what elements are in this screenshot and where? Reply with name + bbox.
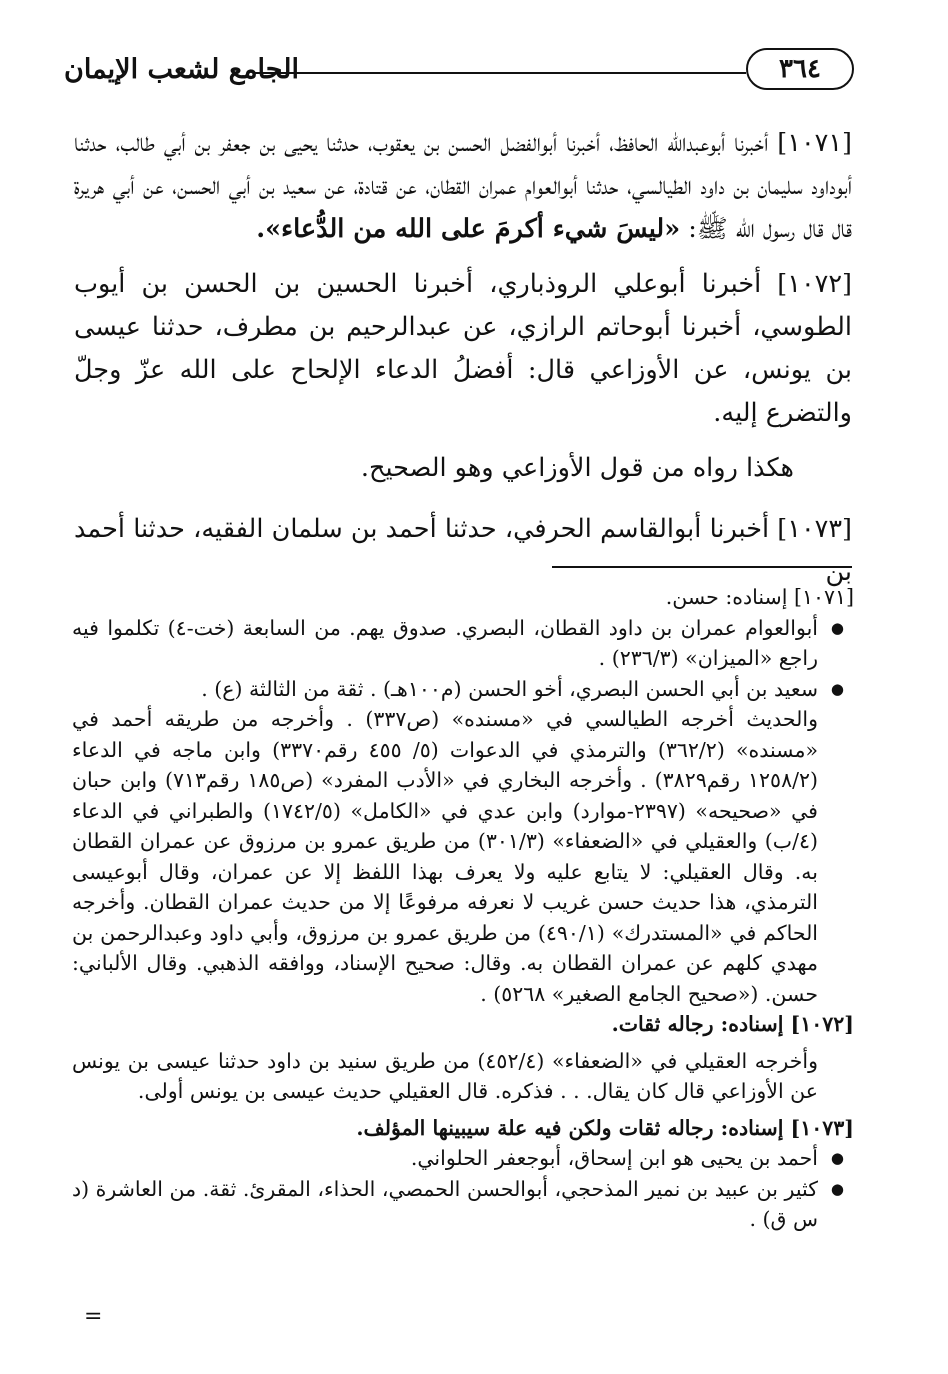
- footnote-bullet: [72, 1143, 854, 1174]
- bullet-icon: ●: [830, 679, 844, 698]
- bullet-icon: ●: [830, 618, 844, 637]
- footnote-bullet-text: أبوالعوام عمران بن داود القطان، البصري. صدوق يهم. من السابعة (خت-٤) تكلموا فيه راجع «الميزان» (٢٣٦/٣) .: [72, 615, 818, 670]
- footnote-1072-head: [١٠٧٢] إسناده: رجاله ثقات.: [611, 1012, 854, 1036]
- commentary-line: هكذا رواه من قول الأوزاعي وهو الصحيح.: [360, 453, 794, 483]
- hadith-1071-text: [١٠٧١] أخبرنا أبوعبدالله الحافظ، أخبرنا أبوالفضل الحسن بن يعقوب، حدثنا يحيى بن جعفر بن أبي طالب، حدثنا أبوداود سليمان بن داود الطيالسي، حدثنا أبوالعوام عمران القطان، عن قتادة، عن سعيد بن أبي الحسن، عن أبي هريرة قال قال رسول الله ﷺ:: [74, 128, 852, 244]
- bullet-icon: ●: [830, 1149, 844, 1167]
- hadith-1071: [74, 122, 852, 251]
- hadith-1073: [١٠٧٣] أخبرنا أبوالقاسم الحرفي، حدثنا أحمد بن سلمان الفقيه، حدثنا أحمد بن: [74, 514, 852, 587]
- footnote-bullet-text: كثير بن عبيد بن نمير المذحجي، أبوالحسن الحمصي، الحذاء، المقرئ. ثقة. من العاشرة (د س ق) .: [72, 1176, 818, 1231]
- footnote-separator: [552, 566, 852, 568]
- footnotes: [72, 582, 854, 1235]
- footnote-bullet-text: سعيد بن أبي الحسن البصري، أخو الحسن (م١٠٠هـ) . ثقة من الثالثة (ع) .: [201, 676, 818, 701]
- continuation-mark: =: [84, 1304, 103, 1329]
- header-rule: [254, 72, 746, 74]
- footnote-bullet-text: أحمد بن يحيى هو ابن إسحاق، أبوجعفر الحلواني.: [410, 1146, 818, 1170]
- footnote-bullet: [72, 674, 854, 705]
- footnote-1072-body: وأخرجه العقيلي في «الضعفاء» (٤٥٢/٤) من طريق سنيد بن داود حدثنا عيسى بن يونس عن الأوزاعي قال كان يقال. . . فذكره. قال العقيلي حديث عيسى بن يونس أولى.: [72, 1048, 818, 1103]
- footnote-1071-body: والحديث أخرجه الطيالسي في «مسنده» (ص٣٣٧) . وأخرجه من طريقه أحمد في «مسنده» (٣٦٢/٢) والترمذي في الدعوات (٥/ ٤٥٥ رقم٣٣٧٠) وابن ماجه في الدعاء (١٢٥٨/٢ رقم٣٨٢٩) . وأخرجه البخاري في «الأدب المفرد» (ص١٨٥ رقم٧١٣) وابن حبان في «صحيحه» (٢٣٩٧-موارد) وابن عدي في «الكامل» (١٧٤٢/٥) والطبراني في الدعاء (٤/ب) والعقيلي في «الضعفاء» (٣٠١/٣) من طريق عمرو بن مرزوق عن عمران القطان به. وقال العقيلي: لا يتابع عليه ولا يعرف بهذا اللفظ إلا عن عمران، وقال أبوعيسى الترمذي، هذا حديث حسن غريب لا نعرفه مرفوعًا إلا من حديث عمران القطان. وأخرجه الحاكم في «المستدرك» (٤٩٠/١) من طريق عمرو بن مرزوق، وأبي داود وعبدالرحمن بن مهدي كلهم عن عمران القطان به. وقال: صحيح الإسناد، ووافقه الذهبي. وقال الألباني: حسن. («صحيح الجامع الصغير» ٥٢٦٨) .: [72, 707, 819, 1006]
- hadith-1072: [١٠٧٢] أخبرنا أبوعلي الروذباري، أخبرنا الحسين بن الحسن بن أيوب الطوسي، أخبرنا أبوحاتم الرازي، عن عبدالرحيم بن مطرف، حدثنا عيسى بن يونس، عن الأوزاعي قال: أفضلُ الدعاء الإلحاح على الله عزّ وجلّ والتضرع إليه.: [74, 269, 852, 428]
- footnote-bullet: [72, 613, 854, 674]
- footnote-1071-head: [١٠٧١] إسناده: حسن.: [665, 585, 854, 609]
- page-number-badge: ٣٦٤: [746, 48, 854, 90]
- main-text: [74, 122, 852, 606]
- footnote-bullet: [72, 1174, 854, 1235]
- footnote-1073-head: [١٠٧٣] إسناده: رجاله ثقات ولكن فيه علة سيبينها المؤلف.: [356, 1115, 854, 1140]
- page-header: [64, 44, 854, 100]
- hadith-quote: «ليسَ شيء أكرمَ على الله من الدُّعاء».: [256, 214, 681, 244]
- running-title: الجامع لشعب الإيمان: [64, 54, 299, 85]
- bullet-icon: ●: [830, 1179, 844, 1198]
